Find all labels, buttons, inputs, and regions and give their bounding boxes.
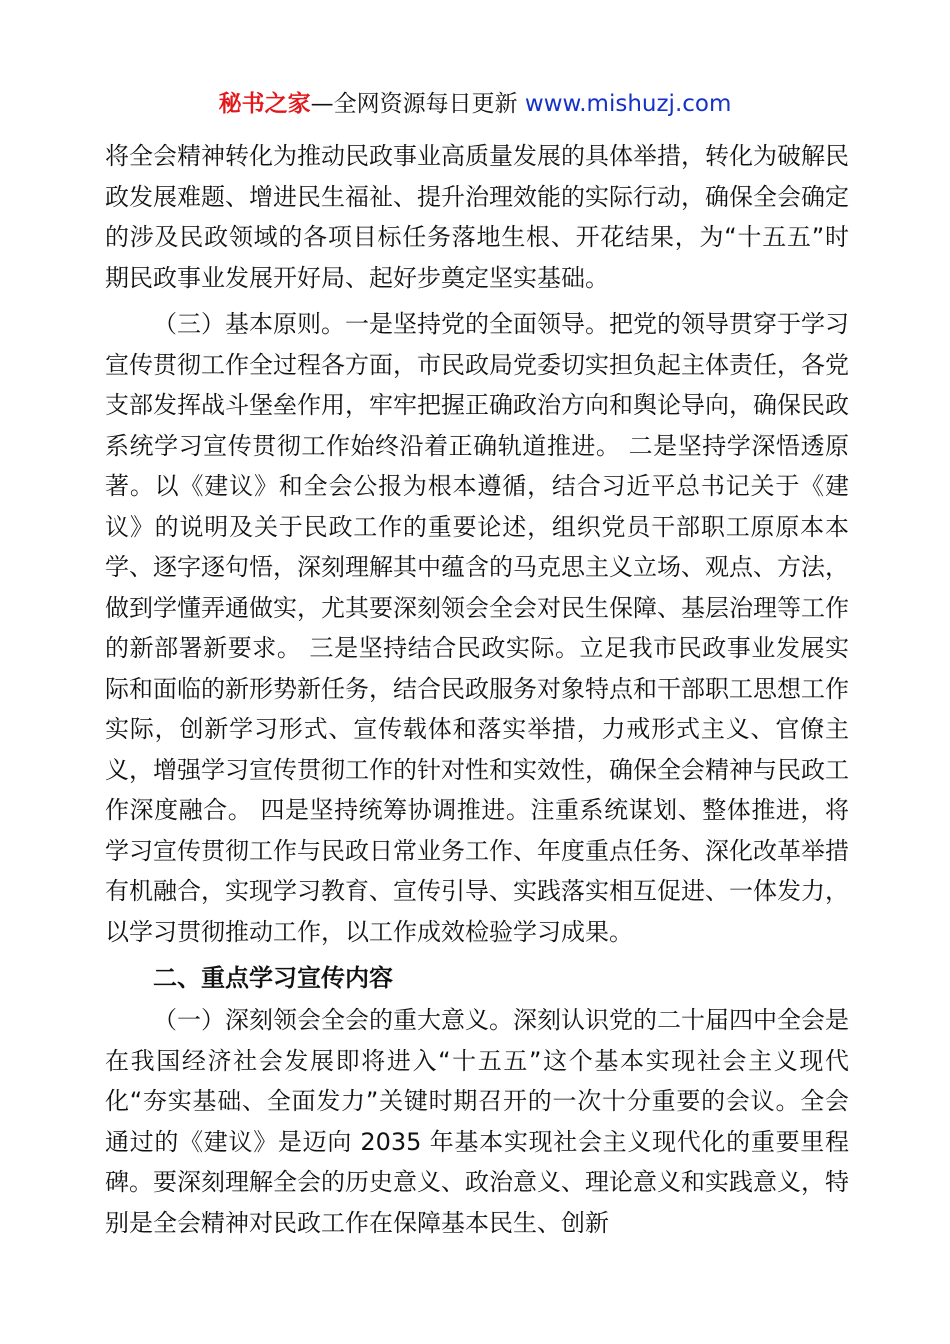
site-tagline: —全网资源每日更新	[310, 91, 525, 117]
paragraph-basic-principles: （三）基本原则。一是坚持党的全面领导。把党的领导贯穿于学习宣传贯彻工作全过程各方面，市民政局党委切实担负起主体责任，各党支部发挥战斗堡垒作用，牢牢把握正确政治方向和舆论导向，确保民政系统学习宣传贯彻工作始终沿着正确轨道推进。 二是坚持学深悟透原著。以《建议》和全会公报为根本遵循，结合习近平总书记关于《建议》的说明及关于民政工作的重要论述，组织党员干部职工原原本本学、逐字逐句悟，深刻理解其中蕴含的马克思主义立场、观点、方法，做到学懂弄通做实，尤其要深刻领会全会对民生保障、基层治理等工作的新部署新要求。 三是坚持结合民政实际。立足我市民政事业发展实际和面临的新形势新任务，结合民政服务对象特点和干部职工思想工作实际，创新学习形式、宣传载体和落实举措，力戒形式主义、官僚主义，增强学习宣传贯彻工作的针对性和实效性，确保全会精神与民政工作深度融合。 四是坚持统筹协调推进。注重系统谋划、整体推进，将学习宣传贯彻工作与民政日常业务工作、年度重点任务、深化改革举措有机融合，实现学习教育、宣传引导、实践落实相互促进、一体发力，以学习贯彻推动工作，以工作成效检验学习成果。	[105, 310, 849, 946]
site-header	[0, 88, 950, 120]
section-heading: 二、重点学习宣传内容	[153, 964, 393, 992]
paragraph-continuation: 将全会精神转化为推动民政事业高质量发展的具体举措，转化为破解民政发展难题、增进民生福祉、提升治理效能的实际行动，确保全会确定的涉及民政领域的各项目标任务落地生根、开花结果，为“十五五”时期民政事业发展开好局、起好步奠定坚实基础。	[105, 142, 849, 292]
document-body	[105, 136, 849, 1243]
site-brand: 秘书之家	[218, 91, 311, 117]
site-url-link[interactable]: www.mishuzj.com	[524, 91, 732, 117]
paragraph-significance: （一）深刻领会全会的重大意义。深刻认识党的二十届四中全会是在我国经济社会发展即将进入“十五五”这个基本实现社会主义现代化“夯实基础、全面发力”关键时期召开的一次十分重要的会议。全会通过的《建议》是迈向 2035 年基本实现社会主义现代化的重要里程碑。要深刻理解全会的历史意义、政治意义、理论意义和实践意义，特别是全会精神对民政工作在保障基本民生、创新	[105, 1006, 849, 1237]
